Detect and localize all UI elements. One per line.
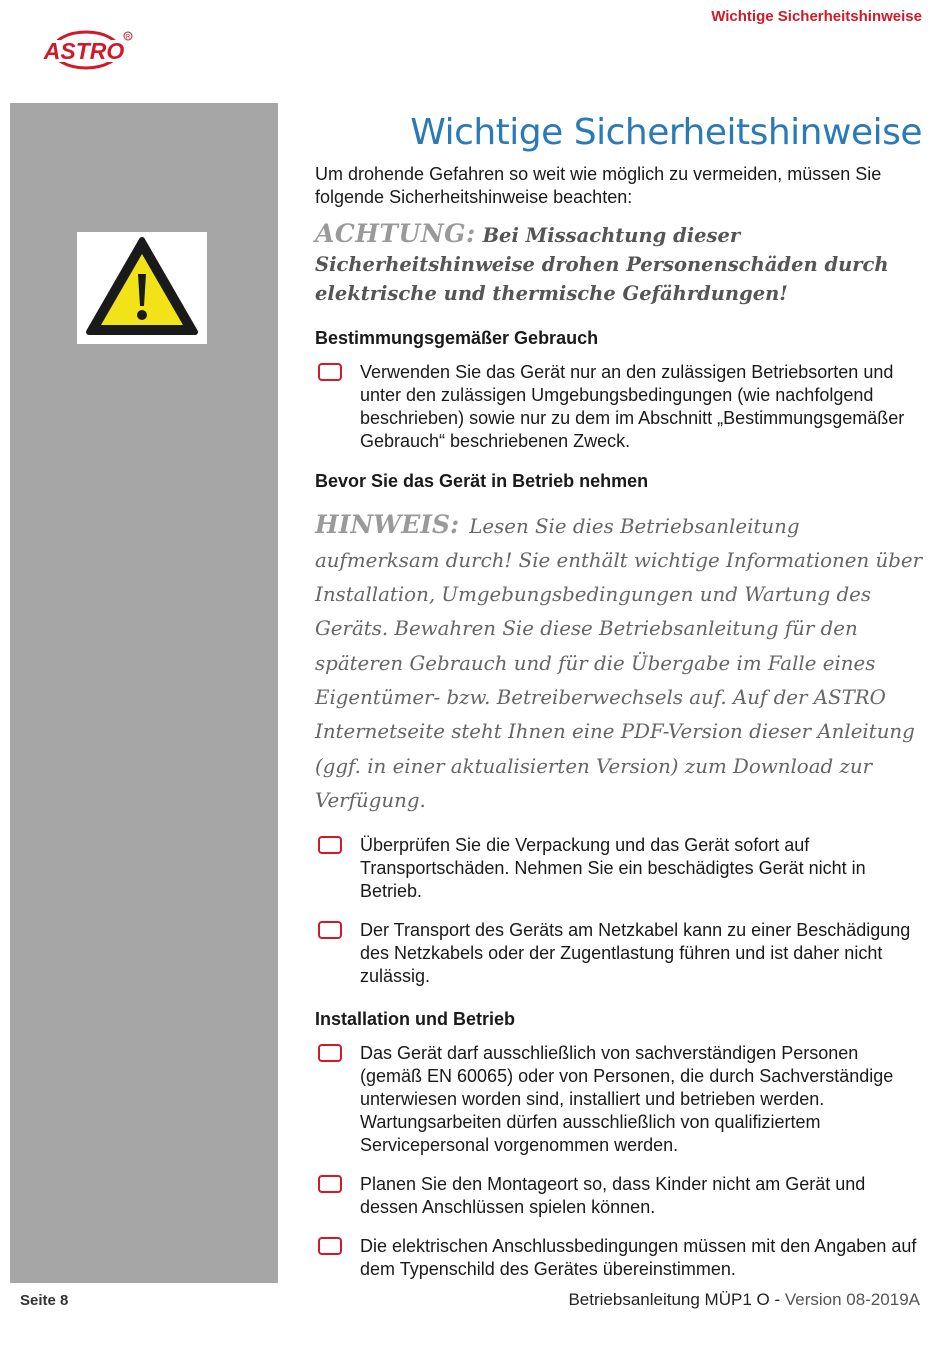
checkbox-icon <box>318 1044 342 1062</box>
manual-name: Betriebsanleitung MÜP1 O - <box>568 1290 785 1309</box>
section-title-gebrauch: Bestimmungsgemäßer Gebrauch <box>315 327 599 348</box>
list-item <box>315 361 925 453</box>
main-content <box>315 163 925 1281</box>
list-item <box>315 919 925 988</box>
warning-triangle-icon <box>77 232 207 344</box>
checkbox-icon <box>318 1237 342 1255</box>
checkbox-icon <box>318 836 342 854</box>
header-title: Wichtige Sicherheitshinweise <box>711 8 922 25</box>
section-title-installation: Installation und Betrieb <box>315 1009 516 1030</box>
footer-manual-info <box>568 1290 920 1310</box>
checkbox-icon <box>318 921 342 939</box>
list-item-text: Der Transport des Geräts am Netzkabel kann zu einer Beschädigung des Netzkabels oder der Zugentlastung führen und ist daher nicht zulässig. <box>360 920 911 987</box>
svg-text:ASTRO: ASTRO <box>43 38 125 64</box>
list-item-text: Das Gerät darf ausschließlich von sachverständigen Personen (gemäß EN 60065) oder von Personen, die durch Sachverständige unterwiesen worden sind, installiert und betrieben werden. Wartungsarbeiten dürfen ausschließlich von qualifiziertem Servicepersonal vorgenommen werden. <box>360 1043 894 1156</box>
page-number: Seite 8 <box>20 1292 69 1309</box>
astro-logo <box>38 26 134 80</box>
achtung-warning <box>315 219 925 308</box>
list-item <box>315 1235 925 1281</box>
achtung-keyword: ACHTUNG: <box>315 219 476 248</box>
page-title: Wichtige Sicherheitshinweise <box>410 112 922 153</box>
hinweis-keyword: HINWEIS: <box>315 509 460 539</box>
list-item <box>315 1173 925 1219</box>
achtung-text: Bei Missachtung dieser Sicherheitshinweise drohen Personenschäden durch elektrische und thermische Gefährdungen! <box>315 224 889 305</box>
hinweis-note <box>315 508 925 819</box>
manual-version: Version 08-2019A <box>784 1290 920 1309</box>
hinweis-text: Lesen Sie dies Betriebsanleitung aufmerksam durch! Sie enthält wichtige Informationen über Installation, Umgebungsbedingungen und Wartung des Geräts. Bewahren Sie diese Betriebsanleitung für den späteren Gebrauch und für die Übergabe im Falle eines Eigentümer- bzw. Betreiberwechsels auf. Auf der ASTRO Internetseite steht Ihnen eine PDF-Version dieser Anleitung (ggf. in einer aktualisierten Version) zum Download zur Verfügung. <box>315 514 923 812</box>
list-item-text: Überprüfen Sie die Verpackung und das Gerät sofort auf Transportschäden. Nehmen Sie ein beschädigtes Gerät nicht in Betrieb. <box>360 835 866 902</box>
section-title-inbetriebnahme: Bevor Sie das Gerät in Betrieb nehmen <box>315 470 649 491</box>
warning-sign <box>77 232 207 344</box>
list-item-text: Planen Sie den Montageort so, dass Kinder nicht am Gerät und dessen Anschlüssen spielen können. <box>360 1174 866 1218</box>
list-item <box>315 1042 925 1157</box>
checkbox-icon <box>318 1175 342 1193</box>
intro-text: Um drohende Gefahren so weit wie möglich zu vermeiden, müssen Sie folgende Sicherheitshinweise beachten: <box>315 164 882 207</box>
list-item-text: Die elektrischen Anschlussbedingungen müssen mit den Angaben auf dem Typenschild des Gerätes übereinstimmen. <box>360 1236 917 1280</box>
checkbox-icon <box>318 363 342 381</box>
list-item <box>315 834 925 903</box>
svg-text:R: R <box>125 34 131 41</box>
list-item-text: Verwenden Sie das Gerät nur an den zulässigen Betriebsorten und unter den zulässigen Umgebungsbedingungen (wie nachfolgend beschrieben) sowie nur zu dem im Abschnitt „Bestimmungsgemäßer Gebrauch“ beschriebenen Zweck. <box>360 361 905 451</box>
